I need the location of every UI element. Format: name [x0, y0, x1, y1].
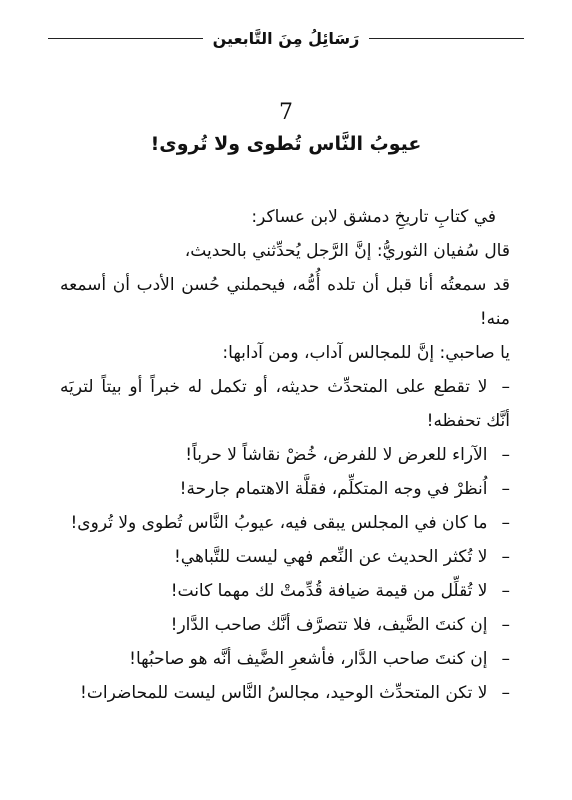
rule-text: ما كان في المجلس يبقى فيه، عيوبُ النَّاس تُطوى ولا تُروى! [70, 513, 488, 533]
rule-text: لا تقطع على المتحدِّث حديثه، أو تكمل له خبراً أو بيتاً لتريَه أنَّك تحفظه! [60, 377, 510, 431]
rule-item [60, 506, 510, 540]
chapter-number: 7 [279, 100, 293, 125]
rule-item [60, 540, 510, 574]
rule-dash: – [501, 581, 510, 601]
rule-dash: – [501, 615, 510, 635]
rule-dash: – [501, 683, 510, 703]
rule-dash: – [501, 547, 510, 567]
chapter-title: عيوبُ النَّاس تُطوى ولا تُروى! [150, 133, 422, 155]
paragraph-intro-source: في كتابِ تاريخِ دمشق لابن عساكر: [251, 207, 496, 227]
rule-item [60, 676, 510, 710]
body-text [60, 200, 510, 710]
header-rule-right [369, 38, 524, 39]
rule-item [60, 438, 510, 472]
paragraph-intro-quote-start: قال سُفيان الثوريُّ: إنَّ الرَّجل يُحدِّثني بالحديث، [184, 241, 510, 261]
rule-item [60, 370, 510, 438]
rule-dash: – [501, 513, 510, 533]
rule-item [60, 472, 510, 506]
rule-dash: – [501, 377, 510, 397]
rule-dash: – [501, 649, 510, 669]
rule-item [60, 574, 510, 608]
rule-text: إن كنتَ صاحب الدَّار، فأشعرِ الضَّيف أنَّه هو صاحبُها! [129, 649, 488, 669]
rule-dash: – [501, 445, 510, 465]
rule-text: الآراء للعرض لا للفرض، خُضْ نقاشاً لا حرباً! [185, 445, 488, 465]
running-header-title: رَسَائِلُ مِنَ التَّابعين [212, 28, 360, 48]
rule-text: لا تُكثر الحديث عن النِّعم فهي ليست للتَّباهي! [173, 547, 488, 567]
paragraph-intro-quote-end: قد سمعتُه أنا قبل أن تلده أُمُّه، فيحملني حُسن الأدب أن أسمعه منه! [60, 275, 510, 329]
header-rule-left [48, 38, 203, 39]
running-header [48, 26, 524, 50]
rule-item [60, 642, 510, 676]
rule-text: لا تُقلِّل من قيمة ضيافة قُدِّمتْ لك مهما كانت! [170, 581, 488, 601]
rule-text: اُنظرْ في وجه المتكلِّم، فقلَّة الاهتمام جارحة! [179, 479, 488, 499]
rule-dash: – [501, 479, 510, 499]
rule-item [60, 608, 510, 642]
rule-text: إن كنتَ الضَّيف، فلا تتصرَّف أنَّك صاحب الدَّار! [170, 615, 488, 635]
rule-text: لا تكن المتحدِّث الوحيد، مجالسُ النَّاس ليست للمحاضرات! [80, 683, 488, 703]
paragraph-intro-etiquette: يا صاحبي: إنَّ للمجالس آداب، ومن آدابها: [222, 343, 510, 363]
